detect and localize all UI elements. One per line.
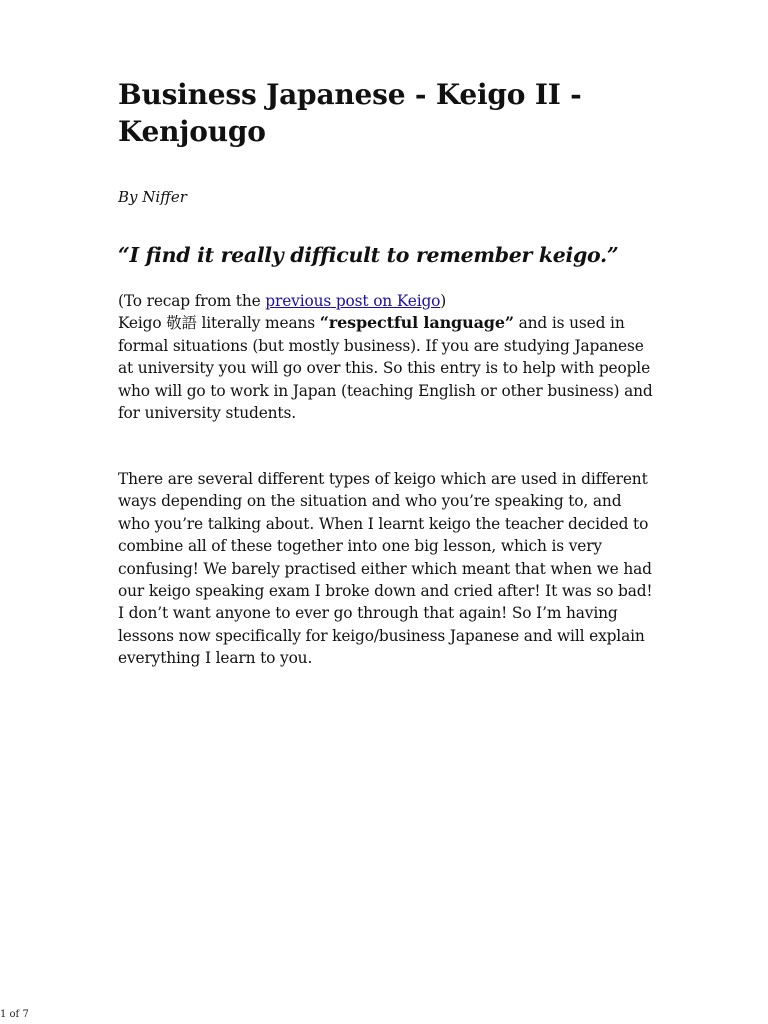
pull-quote: “I find it really difficult to remember keigo.” <box>118 243 619 267</box>
recap-prefix: (To recap from the <box>118 292 266 310</box>
intro-text-start: Keigo 敬語 literally means <box>118 314 320 333</box>
previous-post-link[interactable]: previous post on Keigo <box>265 292 441 310</box>
respectful-language-emphasis: “respectful language” <box>319 313 514 333</box>
paragraph-keigo-types: There are several different types of keigo which are used in different ways depending on the situation and who you’re speaking to, and who you’re talking about. When I learnt keigo the teacher decided to combine all of these together into one big lesson, which is very confusing! We barely practised either which meant that when we had our keigo speaking exam I broke down and cried after! It was so bad! I don’t want anyone to ever go through that again! So I’m having lessons now specifically for keigo/business Japanese and will explain everything I learn to you. <box>118 470 653 668</box>
recap-suffix: ) <box>440 292 447 310</box>
page-indicator: 1 of 7 <box>0 1009 29 1020</box>
intro-block <box>118 290 654 424</box>
page-title: Business Japanese - Keigo II - Kenjougo <box>118 78 582 148</box>
intro-text-rest: and is used in formal situations (but mostly business). If you are studying Japanese at university you will go over this. So this entry is to help with people who will go to work in Japan (teaching English or other business) and for university students. <box>118 314 653 423</box>
author-byline: By Niffer <box>118 188 187 206</box>
